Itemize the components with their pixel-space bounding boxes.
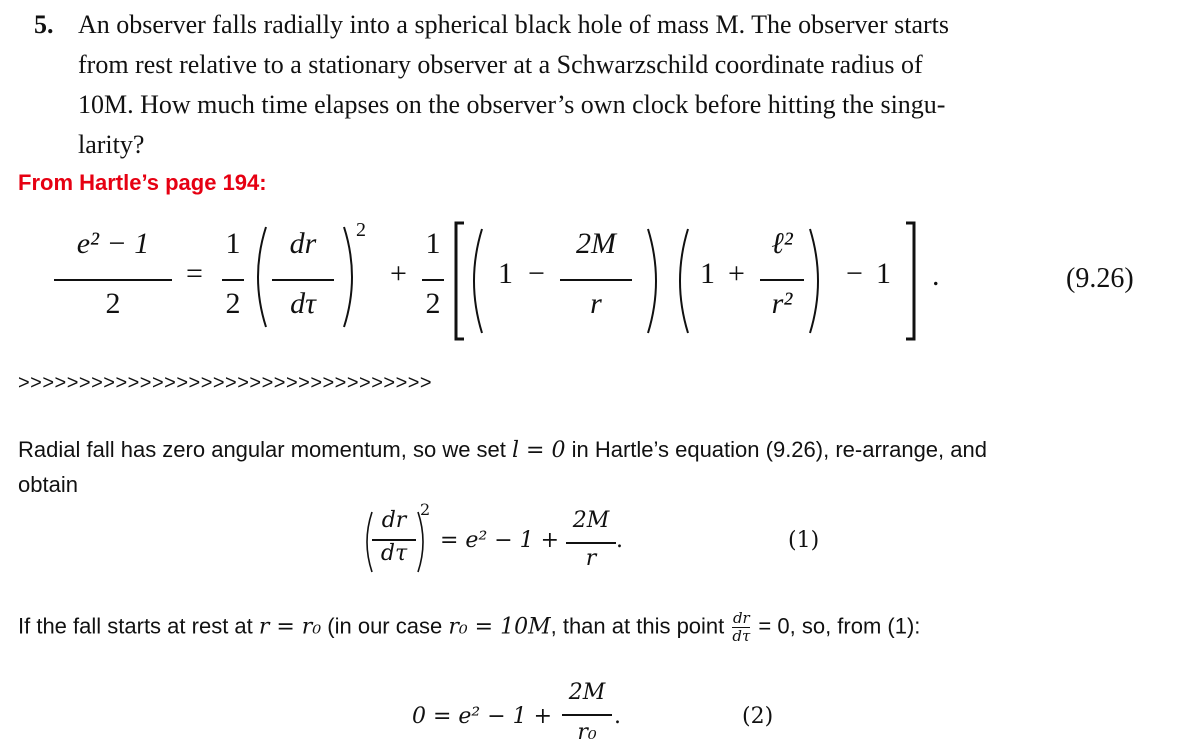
source-note: From Hartle’s page 194: [18,170,267,195]
paragraph-initial-condition [18,610,920,645]
eq926-lhs-numerator: e² − 1 [76,227,150,260]
eq926-lhs-denominator: 2 [105,287,121,320]
problem-line-1: An observer falls radially into a spherical black hole of mass M. The observer starts [78,10,949,39]
eq2-r0: r₀ [577,720,597,745]
eq926-plus: + [390,257,407,290]
eq926-half-num: 1 [225,227,241,260]
para2-dtau: dτ [732,627,751,645]
para1-text-b: in Hartle’s equation (9.26), re-arrange, and [565,437,987,462]
eq1-r: r [585,546,597,571]
eq2-2M: 2M [568,680,606,705]
para1-text-a: Radial fall has zero angular momentum, so we set [18,437,513,462]
eq2-period: . [614,704,621,729]
eq1-rhs: = e² − 1 + [440,528,560,553]
eq1-dtau: dτ [380,541,408,566]
eq2-lhs: 0 = e² − 1 + [412,704,553,729]
eq926-equals: = [186,257,203,290]
equation-1 [0,500,1181,580]
problem-line-3: 10M. How much time elapses on the observer’s own clock before hitting the singu- [78,90,946,119]
eq2-label: (2) [742,704,774,729]
eq926-dr: dr [289,227,317,260]
para1-line2: obtain [18,472,78,497]
eq1-square: 2 [420,500,431,519]
para2-dr: dr [732,609,750,627]
para1-l-equals-0: l = 0 [512,438,566,463]
eq926-plus-b: + [728,257,745,290]
eq926-r: r [590,287,602,320]
equation-2 [0,676,1181,753]
eq1-2M: 2M [572,508,610,533]
eq926-one-a: 1 [498,257,513,290]
para2-text-a: If the fall starts at rest at [18,613,259,639]
eq926-half-den: 2 [225,287,241,320]
eq926-square: 2 [356,219,366,241]
para2-text-b: (in our case [321,613,449,639]
problem-number: 5. [34,10,54,39]
eq1-period: . [616,528,623,553]
para2-text-d: = 0, so, from (1): [752,613,921,639]
eq926-period: . [932,259,940,292]
paragraph-radial-fall [18,433,1158,502]
equation-9-26 [0,215,1181,350]
eq1-dr: dr [381,508,407,533]
problem-line-4: larity? [78,130,145,159]
eq926-minus-b: − [846,257,863,290]
eq926-2M: 2M [576,227,616,260]
eq926-l2: ℓ² [771,227,793,260]
eq926-one-b: 1 [700,257,715,290]
eq926-half2-den: 2 [425,287,441,320]
eq926-label: (9.26) [1066,263,1134,294]
eq926-dtau: dτ [290,287,316,320]
para2-r-equals-r0: r = r₀ [258,614,322,640]
problem-line-2: from rest relative to a stationary observer at a Schwarzschild coordinate radius of [78,50,923,79]
para2-r0-equals-10M: r₀ = 10M [448,614,551,640]
para2-derivative [732,610,750,645]
eq926-half2-num: 1 [425,227,441,260]
separator-arrows: >>>>>>>>>>>>>>>>>>>>>>>>>>>>>>>>>> [18,372,433,394]
eq926-minus-a: − [528,257,545,290]
para2-text-c: , than at this point [550,613,731,639]
eq926-one-c: 1 [876,257,891,290]
eq926-r2: r² [771,287,793,320]
eq1-label: (1) [788,528,820,553]
